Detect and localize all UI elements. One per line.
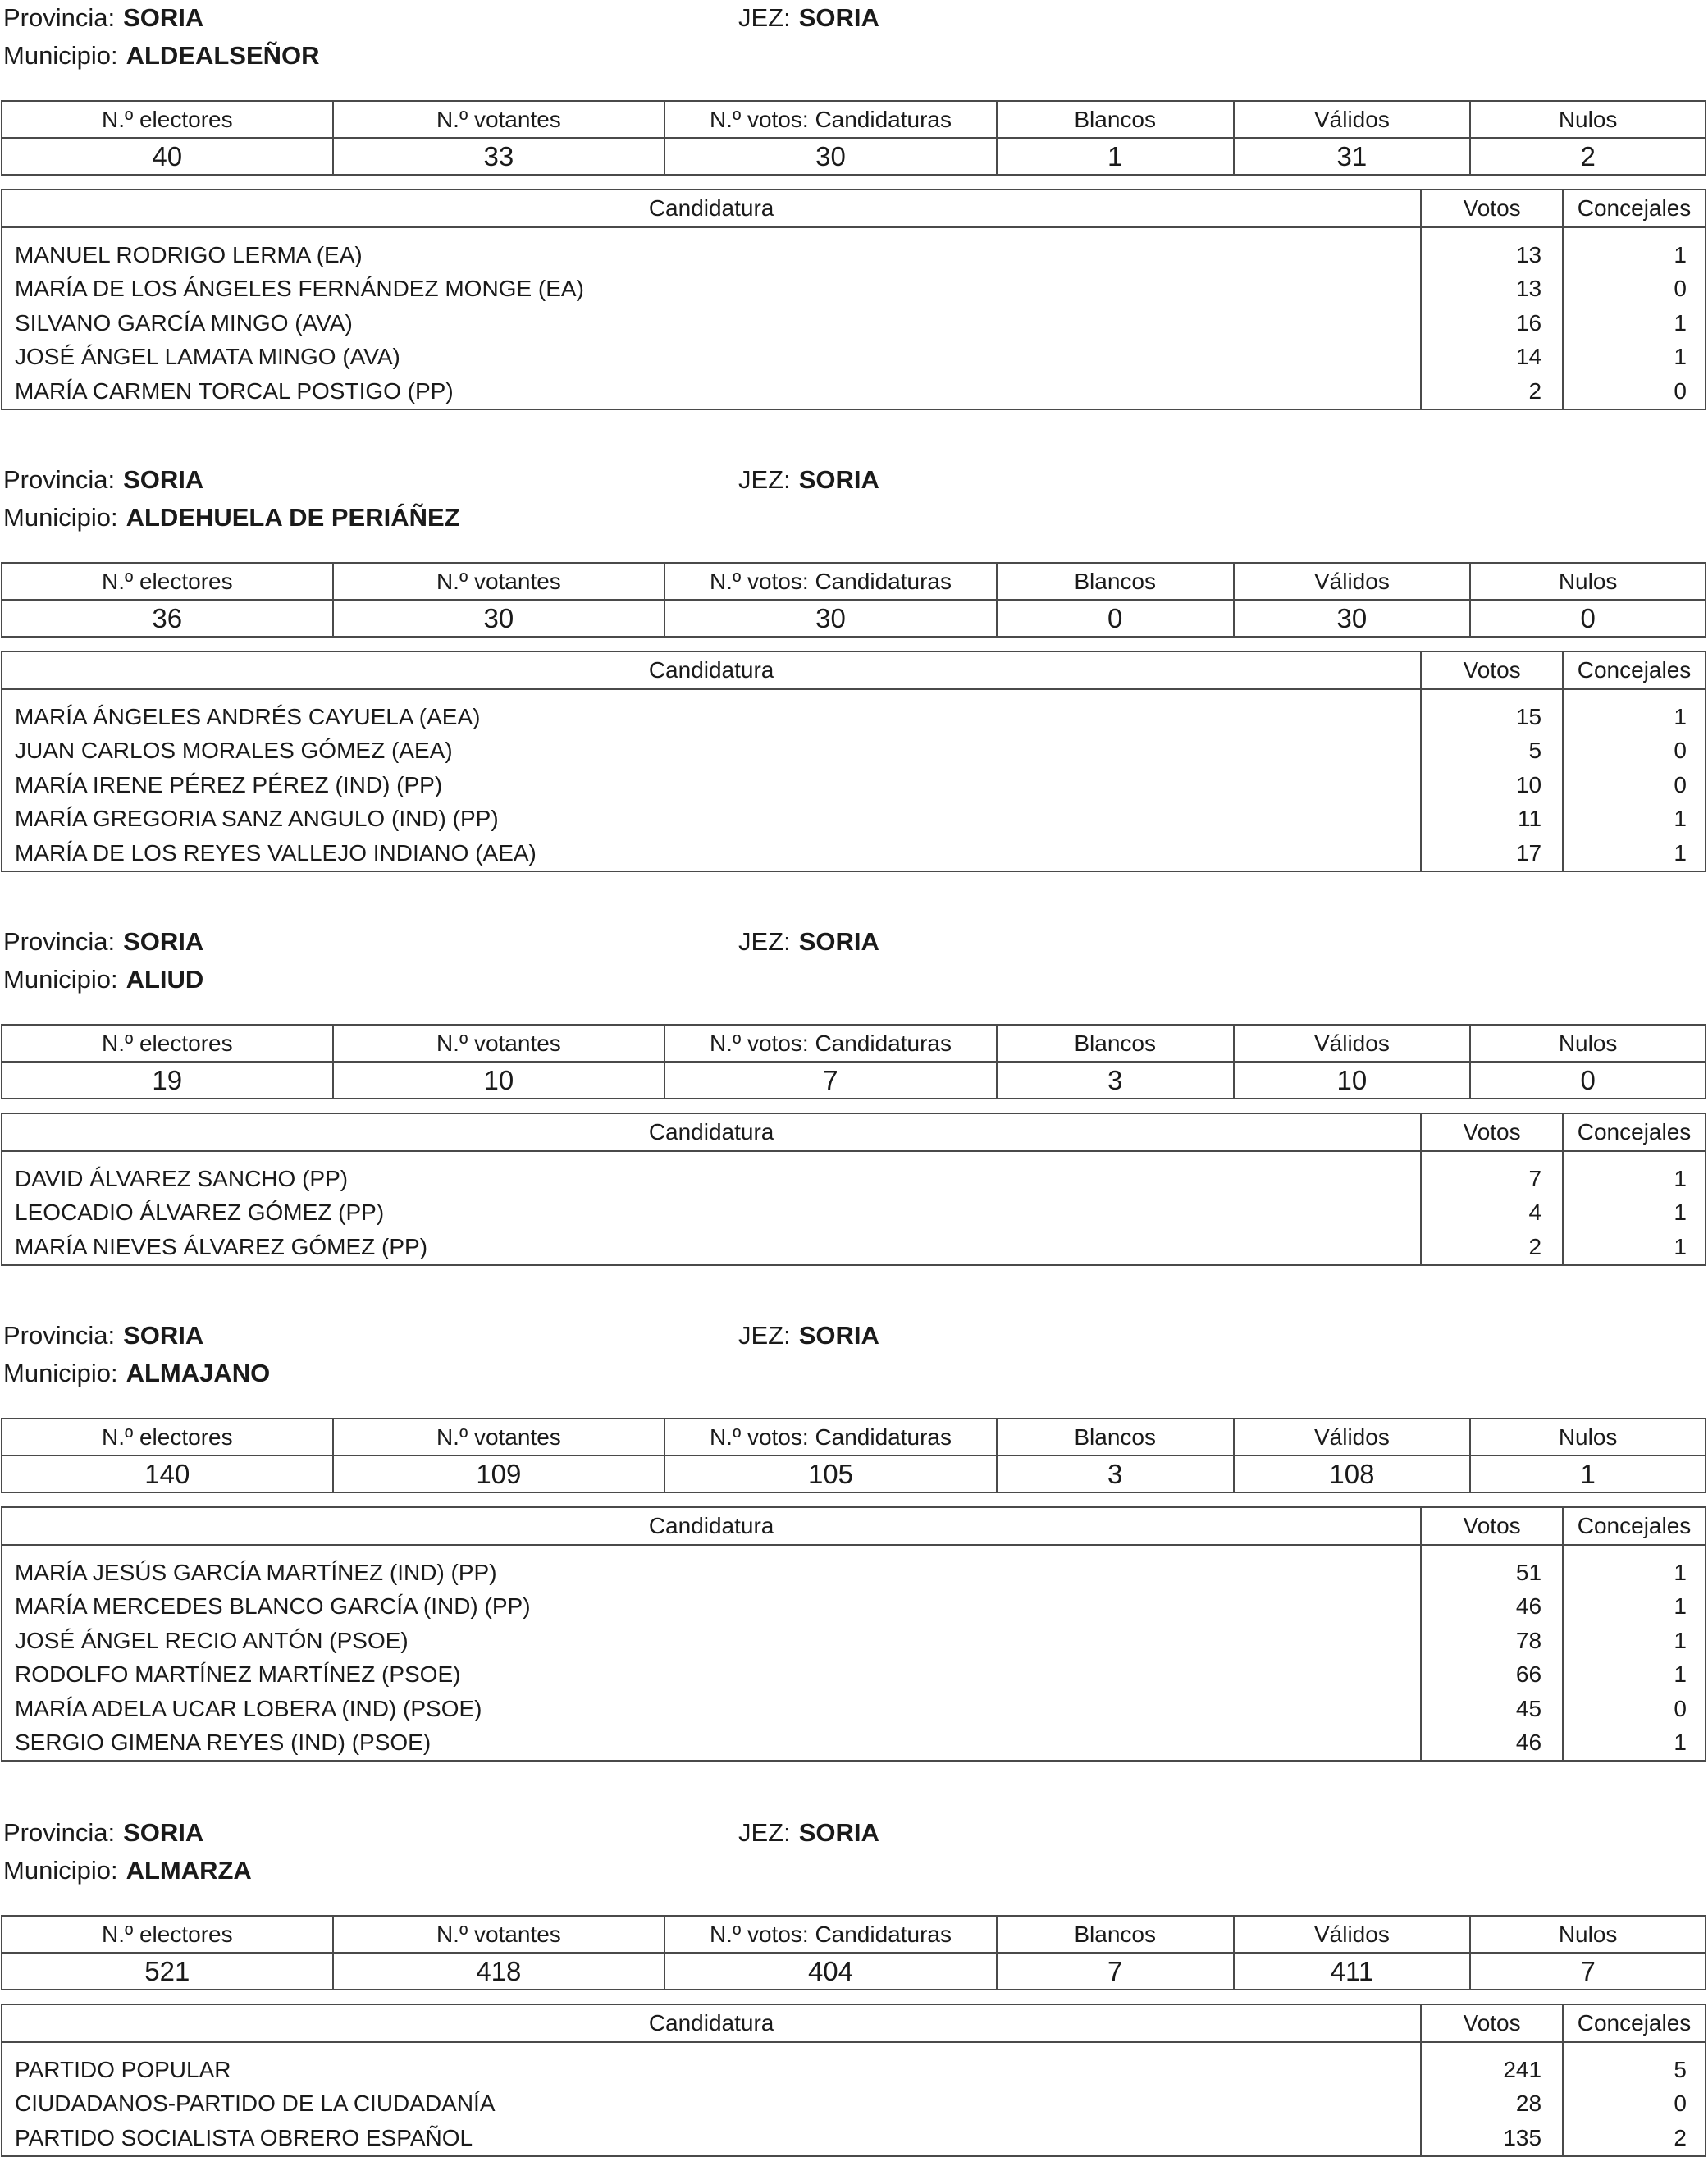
- candidatura-votos: 66: [1421, 1658, 1563, 1693]
- candidatura-votos: 16: [1421, 306, 1563, 340]
- candidaturas-header-row: [2, 190, 1706, 227]
- votos-candidaturas-header: N.º votos: Candidaturas: [664, 101, 997, 138]
- jez-value: SORIA: [798, 1818, 879, 1847]
- stats-value-row: [2, 1953, 1706, 1990]
- candidatura-votos: 4: [1421, 1196, 1563, 1231]
- candidatura-row: [2, 1726, 1706, 1762]
- candidatura-concejales: 0: [1563, 734, 1706, 769]
- stats-header-row: [2, 1916, 1706, 1953]
- candidatura-row: [2, 1545, 1706, 1590]
- blancos-header: Blancos: [997, 1025, 1234, 1062]
- candidatura-row: [2, 272, 1706, 307]
- municipio-line: [3, 1854, 252, 1887]
- nulos-header: Nulos: [1470, 1419, 1706, 1456]
- blancos-header: Blancos: [997, 1916, 1234, 1953]
- candidatura-nombre: DAVID ÁLVAREZ SANCHO (PP): [2, 1151, 1421, 1196]
- validos-header: Válidos: [1234, 101, 1471, 138]
- candidatura-header: Candidatura: [2, 190, 1421, 227]
- provincia-value: SORIA: [123, 465, 204, 494]
- candidatura-votos: 135: [1421, 2121, 1563, 2156]
- electores-value: 140: [2, 1456, 333, 1492]
- candidatura-votos: 14: [1421, 340, 1563, 375]
- candidatura-concejales: 0: [1563, 1692, 1706, 1726]
- provincia-label: Provincia:: [3, 1321, 116, 1350]
- jez-line: [738, 1319, 879, 1352]
- candidatura-row: [2, 1624, 1706, 1658]
- votos-header: Votos: [1421, 190, 1563, 227]
- candidatura-concejales: 5: [1563, 2042, 1706, 2087]
- stats-header-row: [2, 1419, 1706, 1456]
- candidatura-concejales: 1: [1563, 1658, 1706, 1693]
- candidatura-row: [2, 1151, 1706, 1196]
- candidatura-row: [2, 802, 1706, 837]
- municipio-value: ALDEHUELA DE PERIÁÑEZ: [126, 503, 460, 532]
- blancos-value: 3: [997, 1062, 1234, 1099]
- candidatura-nombre: CIUDADANOS-PARTIDO DE LA CIUDADANÍA: [2, 2087, 1421, 2122]
- municipio-label: Municipio:: [3, 1856, 118, 1885]
- votantes-value: 418: [333, 1953, 665, 1990]
- municipio-label: Municipio:: [3, 503, 118, 532]
- candidatura-header: Candidatura: [2, 651, 1421, 689]
- candidaturas-table: [1, 189, 1706, 410]
- candidatura-concejales: 1: [1563, 802, 1706, 837]
- stats-value-row: [2, 600, 1706, 637]
- blancos-header: Blancos: [997, 1419, 1234, 1456]
- electores-value: 36: [2, 600, 333, 637]
- candidatura-row: [2, 2087, 1706, 2122]
- votos-candidaturas-header: N.º votos: Candidaturas: [664, 1916, 997, 1953]
- stats-value-row: [2, 1062, 1706, 1099]
- candidatura-concejales: 0: [1563, 272, 1706, 307]
- electores-header: N.º electores: [2, 1916, 333, 1953]
- votantes-value: 30: [333, 600, 665, 637]
- municipio-line: [3, 1357, 270, 1390]
- candidatura-row: [2, 306, 1706, 340]
- candidatura-row: [2, 1196, 1706, 1231]
- candidatura-votos: 241: [1421, 2042, 1563, 2087]
- candidatura-nombre: PARTIDO POPULAR: [2, 2042, 1421, 2087]
- candidatura-votos: 46: [1421, 1726, 1563, 1762]
- candidatura-nombre: JOSÉ ÁNGEL LAMATA MINGO (AVA): [2, 340, 1421, 375]
- candidatura-header: Candidatura: [2, 1113, 1421, 1151]
- candidatura-concejales: 1: [1563, 340, 1706, 375]
- candidatura-row: [2, 2042, 1706, 2087]
- candidatura-votos: 13: [1421, 227, 1563, 272]
- stats-table: [1, 1418, 1706, 1493]
- candidatura-nombre: MARÍA IRENE PÉREZ PÉREZ (IND) (PP): [2, 768, 1421, 802]
- candidaturas-header-row: [2, 2004, 1706, 2042]
- stats-header-row: [2, 563, 1706, 600]
- candidatura-row: [2, 836, 1706, 871]
- candidatura-votos: 2: [1421, 1230, 1563, 1265]
- candidatura-row: [2, 374, 1706, 409]
- candidatura-row: [2, 227, 1706, 272]
- candidatura-nombre: PARTIDO SOCIALISTA OBRERO ESPAÑOL: [2, 2121, 1421, 2156]
- jez-value: SORIA: [798, 465, 879, 494]
- provincia-line: [3, 1817, 203, 1849]
- electores-header: N.º electores: [2, 101, 333, 138]
- votos-candidaturas-value: 7: [664, 1062, 997, 1099]
- jez-label: JEZ:: [738, 1321, 791, 1350]
- votos-header: Votos: [1421, 1113, 1563, 1151]
- blancos-header: Blancos: [997, 101, 1234, 138]
- nulos-value: 0: [1470, 600, 1706, 637]
- municipio-line: [3, 501, 460, 534]
- votos-candidaturas-value: 105: [664, 1456, 997, 1492]
- candidatura-header: Candidatura: [2, 2004, 1421, 2042]
- candidatura-concejales: 1: [1563, 836, 1706, 871]
- concejales-header: Concejales: [1563, 190, 1706, 227]
- candidatura-votos: 51: [1421, 1545, 1563, 1590]
- concejales-header: Concejales: [1563, 651, 1706, 689]
- validos-header: Válidos: [1234, 1025, 1471, 1062]
- candidatura-row: [2, 1658, 1706, 1693]
- jez-line: [738, 464, 879, 496]
- votos-candidaturas-header: N.º votos: Candidaturas: [664, 563, 997, 600]
- jez-label: JEZ:: [738, 1818, 791, 1847]
- votos-header: Votos: [1421, 2004, 1563, 2042]
- votantes-value: 33: [333, 138, 665, 175]
- municipio-value: ALMARZA: [126, 1856, 252, 1885]
- jez-line: [738, 2, 879, 34]
- jez-line: [738, 1817, 879, 1849]
- validos-value: 411: [1234, 1953, 1471, 1990]
- validos-header: Válidos: [1234, 1916, 1471, 1953]
- concejales-header: Concejales: [1563, 1113, 1706, 1151]
- nulos-value: 7: [1470, 1953, 1706, 1990]
- jez-label: JEZ:: [738, 465, 791, 494]
- votantes-value: 10: [333, 1062, 665, 1099]
- candidatura-row: [2, 734, 1706, 769]
- candidatura-header: Candidatura: [2, 1507, 1421, 1545]
- candidaturas-header-row: [2, 1507, 1706, 1545]
- candidatura-nombre: MARÍA ÁNGELES ANDRÉS CAYUELA (AEA): [2, 689, 1421, 734]
- votantes-header: N.º votantes: [333, 563, 665, 600]
- candidatura-row: [2, 2121, 1706, 2156]
- municipio-label: Municipio:: [3, 41, 118, 70]
- candidatura-concejales: 0: [1563, 374, 1706, 409]
- candidatura-row: [2, 1692, 1706, 1726]
- stats-header-row: [2, 1025, 1706, 1062]
- concejales-header: Concejales: [1563, 2004, 1706, 2042]
- candidaturas-table: [1, 651, 1706, 872]
- candidatura-votos: 15: [1421, 689, 1563, 734]
- provincia-line: [3, 1319, 203, 1352]
- votantes-header: N.º votantes: [333, 1916, 665, 1953]
- votos-candidaturas-header: N.º votos: Candidaturas: [664, 1025, 997, 1062]
- candidatura-concejales: 1: [1563, 1545, 1706, 1590]
- municipio-line: [3, 963, 203, 996]
- candidatura-row: [2, 768, 1706, 802]
- candidatura-nombre: MARÍA JESÚS GARCÍA MARTÍNEZ (IND) (PP): [2, 1545, 1421, 1590]
- candidatura-concejales: 1: [1563, 227, 1706, 272]
- provincia-label: Provincia:: [3, 3, 116, 32]
- candidaturas-header-row: [2, 651, 1706, 689]
- votos-candidaturas-value: 30: [664, 138, 997, 175]
- jez-value: SORIA: [798, 1321, 879, 1350]
- stats-value-row: [2, 138, 1706, 175]
- municipio-value: ALDEALSEÑOR: [126, 41, 320, 70]
- votantes-header: N.º votantes: [333, 101, 665, 138]
- jez-value: SORIA: [798, 927, 879, 956]
- votantes-header: N.º votantes: [333, 1025, 665, 1062]
- candidaturas-table: [1, 1113, 1706, 1266]
- candidatura-nombre: MARÍA ADELA UCAR LOBERA (IND) (PSOE): [2, 1692, 1421, 1726]
- nulos-header: Nulos: [1470, 1025, 1706, 1062]
- stats-table: [1, 100, 1706, 176]
- candidaturas-table: [1, 2004, 1706, 2157]
- candidatura-row: [2, 1590, 1706, 1625]
- candidatura-concejales: 1: [1563, 1230, 1706, 1265]
- candidatura-concejales: 1: [1563, 1151, 1706, 1196]
- jez-line: [738, 925, 879, 958]
- candidatura-concejales: 1: [1563, 306, 1706, 340]
- stats-table: [1, 1024, 1706, 1099]
- votantes-header: N.º votantes: [333, 1419, 665, 1456]
- candidatura-votos: 13: [1421, 272, 1563, 307]
- jez-value: SORIA: [798, 3, 879, 32]
- candidaturas-table: [1, 1506, 1706, 1762]
- provincia-label: Provincia:: [3, 927, 116, 956]
- municipio-label: Municipio:: [3, 1359, 118, 1387]
- electores-value: 19: [2, 1062, 333, 1099]
- validos-value: 30: [1234, 600, 1471, 637]
- municipio-label: Municipio:: [3, 965, 118, 994]
- candidatura-concejales: 2: [1563, 2121, 1706, 2156]
- candidatura-nombre: MARÍA DE LOS ÁNGELES FERNÁNDEZ MONGE (EA): [2, 272, 1421, 307]
- municipio-value: ALIUD: [126, 965, 204, 994]
- validos-header: Válidos: [1234, 1419, 1471, 1456]
- validos-value: 31: [1234, 138, 1471, 175]
- candidatura-concejales: 0: [1563, 2087, 1706, 2122]
- validos-value: 108: [1234, 1456, 1471, 1492]
- candidatura-nombre: LEOCADIO ÁLVAREZ GÓMEZ (PP): [2, 1196, 1421, 1231]
- nulos-header: Nulos: [1470, 101, 1706, 138]
- concejales-header: Concejales: [1563, 1507, 1706, 1545]
- nulos-header: Nulos: [1470, 1916, 1706, 1953]
- stats-table: [1, 1915, 1706, 1990]
- municipio-line: [3, 39, 320, 72]
- stats-table: [1, 562, 1706, 638]
- stats-header-row: [2, 101, 1706, 138]
- blancos-value: 3: [997, 1456, 1234, 1492]
- electores-header: N.º electores: [2, 563, 333, 600]
- provincia-value: SORIA: [123, 1321, 204, 1350]
- candidatura-concejales: 1: [1563, 1624, 1706, 1658]
- electores-value: 40: [2, 138, 333, 175]
- municipio-value: ALMAJANO: [126, 1359, 271, 1387]
- electores-header: N.º electores: [2, 1419, 333, 1456]
- blancos-value: 1: [997, 138, 1234, 175]
- electores-value: 521: [2, 1953, 333, 1990]
- candidatura-nombre: MANUEL RODRIGO LERMA (EA): [2, 227, 1421, 272]
- votos-candidaturas-value: 404: [664, 1953, 997, 1990]
- candidatura-concejales: 1: [1563, 689, 1706, 734]
- provincia-label: Provincia:: [3, 465, 116, 494]
- blancos-value: 7: [997, 1953, 1234, 1990]
- candidatura-concejales: 1: [1563, 1726, 1706, 1762]
- validos-value: 10: [1234, 1062, 1471, 1099]
- candidatura-votos: 28: [1421, 2087, 1563, 2122]
- candidatura-concejales: 1: [1563, 1196, 1706, 1231]
- validos-header: Válidos: [1234, 563, 1471, 600]
- candidatura-row: [2, 340, 1706, 375]
- provincia-value: SORIA: [123, 927, 204, 956]
- candidatura-nombre: SILVANO GARCÍA MINGO (AVA): [2, 306, 1421, 340]
- candidatura-nombre: MARÍA MERCEDES BLANCO GARCÍA (IND) (PP): [2, 1590, 1421, 1625]
- candidatura-concejales: 0: [1563, 768, 1706, 802]
- stats-value-row: [2, 1456, 1706, 1492]
- candidatura-votos: 78: [1421, 1624, 1563, 1658]
- candidatura-votos: 45: [1421, 1692, 1563, 1726]
- candidatura-nombre: MARÍA NIEVES ÁLVAREZ GÓMEZ (PP): [2, 1230, 1421, 1265]
- candidatura-nombre: JUAN CARLOS MORALES GÓMEZ (AEA): [2, 734, 1421, 769]
- votos-candidaturas-header: N.º votos: Candidaturas: [664, 1419, 997, 1456]
- candidatura-nombre: RODOLFO MARTÍNEZ MARTÍNEZ (PSOE): [2, 1658, 1421, 1693]
- blancos-value: 0: [997, 600, 1234, 637]
- provincia-value: SORIA: [123, 3, 204, 32]
- candidatura-row: [2, 1230, 1706, 1265]
- electores-header: N.º electores: [2, 1025, 333, 1062]
- jez-label: JEZ:: [738, 927, 791, 956]
- candidatura-nombre: MARÍA GREGORIA SANZ ANGULO (IND) (PP): [2, 802, 1421, 837]
- candidatura-votos: 7: [1421, 1151, 1563, 1196]
- candidatura-nombre: MARÍA DE LOS REYES VALLEJO INDIANO (AEA): [2, 836, 1421, 871]
- candidatura-nombre: JOSÉ ÁNGEL RECIO ANTÓN (PSOE): [2, 1624, 1421, 1658]
- candidatura-nombre: SERGIO GIMENA REYES (IND) (PSOE): [2, 1726, 1421, 1762]
- candidatura-votos: 46: [1421, 1590, 1563, 1625]
- provincia-label: Provincia:: [3, 1818, 116, 1847]
- candidatura-votos: 17: [1421, 836, 1563, 871]
- candidatura-votos: 5: [1421, 734, 1563, 769]
- provincia-line: [3, 464, 203, 496]
- votos-candidaturas-value: 30: [664, 600, 997, 637]
- candidaturas-header-row: [2, 1113, 1706, 1151]
- votos-header: Votos: [1421, 1507, 1563, 1545]
- candidatura-nombre: MARÍA CARMEN TORCAL POSTIGO (PP): [2, 374, 1421, 409]
- nulos-value: 1: [1470, 1456, 1706, 1492]
- blancos-header: Blancos: [997, 563, 1234, 600]
- jez-label: JEZ:: [738, 3, 791, 32]
- nulos-value: 2: [1470, 138, 1706, 175]
- candidatura-concejales: 1: [1563, 1590, 1706, 1625]
- nulos-header: Nulos: [1470, 563, 1706, 600]
- provincia-line: [3, 2, 203, 34]
- candidatura-votos: 11: [1421, 802, 1563, 837]
- votos-header: Votos: [1421, 651, 1563, 689]
- candidatura-votos: 2: [1421, 374, 1563, 409]
- candidatura-row: [2, 689, 1706, 734]
- provincia-value: SORIA: [123, 1818, 204, 1847]
- votantes-value: 109: [333, 1456, 665, 1492]
- candidatura-votos: 10: [1421, 768, 1563, 802]
- nulos-value: 0: [1470, 1062, 1706, 1099]
- provincia-line: [3, 925, 203, 958]
